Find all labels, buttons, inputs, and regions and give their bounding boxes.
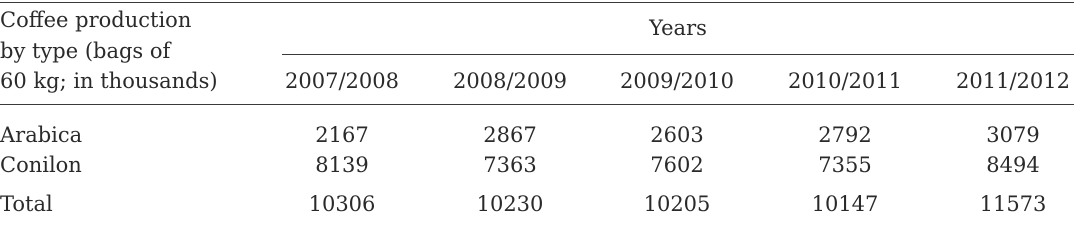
table-cell: 2867: [483, 123, 537, 147]
table-cell: 7355: [818, 153, 872, 177]
table-cell: 2603: [650, 123, 704, 147]
total-cell: 10230: [476, 192, 544, 216]
column-header: 2010/2011: [788, 69, 902, 93]
table-cell: 7602: [650, 153, 704, 177]
column-header: 2009/2010: [620, 69, 734, 93]
total-cell: 11573: [979, 192, 1047, 216]
total-cell: 10306: [308, 192, 376, 216]
table-cell: 8494: [986, 153, 1040, 177]
column-header: 2007/2008: [285, 69, 399, 93]
column-header: 2008/2009: [453, 69, 567, 93]
stub-heading-line: 60 kg; in thousands): [0, 69, 218, 93]
years-spanner: Years: [649, 16, 707, 40]
table-cell: 3079: [986, 123, 1040, 147]
stub-heading-line: by type (bags of: [0, 39, 171, 63]
total-label: Total: [0, 192, 53, 216]
table-cell: 7363: [483, 153, 537, 177]
spanner-rule: [282, 54, 1074, 55]
total-cell: 10205: [643, 192, 711, 216]
top-rule: [0, 2, 1074, 3]
total-cell: 10147: [811, 192, 879, 216]
table-cell: 8139: [315, 153, 369, 177]
stub-heading-line: Coffee production: [0, 8, 192, 32]
row-label: Conilon: [0, 153, 82, 177]
column-header: 2011/2012: [956, 69, 1070, 93]
table-cell: 2792: [818, 123, 872, 147]
header-rule: [0, 104, 1074, 105]
table-cell: 2167: [315, 123, 369, 147]
row-label: Arabica: [0, 123, 83, 147]
